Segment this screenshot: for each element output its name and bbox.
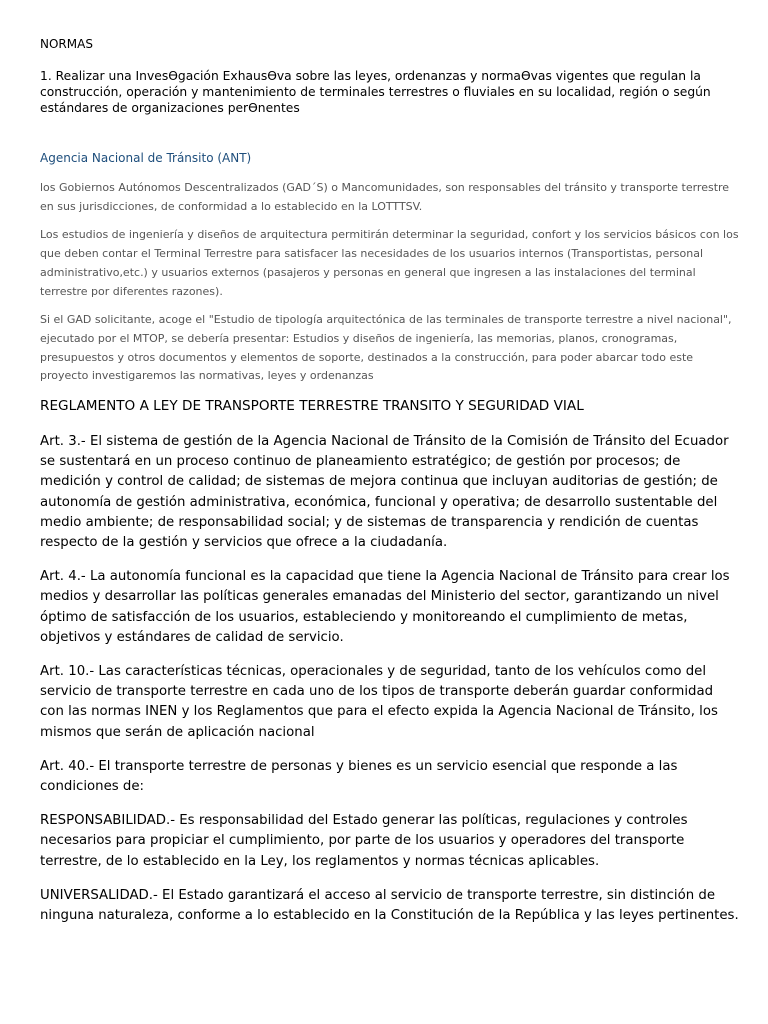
responsabilidad-paragraph: RESPONSABILIDAD.- Es responsabilidad del Estado generar las políticas, regulaciones y controles necesarios para propiciar el cumplimiento, por parte de los usuarios y operadores del transporte terrestre, de lo establecido en la Ley, los reglamentos y normas técnicas aplicables. bbox=[40, 813, 688, 869]
ant-paragraph-gad: los Gobiernos Autónomos Descentralizados (GAD´S) o Mancomunidades, son responsables del tránsito y transporte terrestre en sus jurisdicciones, de conformidad a lo establecido en la LOTTTSV. bbox=[40, 181, 730, 213]
article-4: Art. 4.- La autonomía funcional es la capacidad que tiene la Agencia Nacional de Tránsito para crear los medios y desarrollar las políticas generales emanadas del Ministerio del sector, garantizando un nivel óptimo de satisfacción de los usuarios, estableciendo y monitoreando el cumplimiento de metas, objetivos y estándares de calidad de servicio. bbox=[40, 569, 730, 645]
ant-paragraph-estudios: Los estudios de ingeniería y diseños de arquitectura permitirán determinar la seguridad, confort y los servicios básicos con los que deben contar el Terminal Terrestre para satisfacer las necesidades de los usuarios internos (Transportistas, personal administrativo,etc.) y usuarios externos (pasajeros y personas en general que ingresen a las instalaciones del terminal terrestre por diferentes razones). bbox=[40, 228, 739, 298]
article-3: Art. 3.- El sistema de gestión de la Agencia Nacional de Tránsito de la Comisión de Tránsito del Ecuador se sustentará en un proceso continuo de planeamiento estratégico; de gestión por procesos; de medición y control de calidad; de sistemas de mejora continua que incluyan auditorias de gestión; de autonomía de gestión administrativa, económica, funcional y operativa; de desarrollo sustentable del medio ambiente; de responsabilidad social; y de sistemas de transparencia y rendición de cuentas respecto de la gestión y servicios que ofrece a la ciudadanía. bbox=[40, 434, 729, 551]
article-40: Art. 40.- El transporte terrestre de personas y bienes es un servicio esencial que responde a las condiciones de: bbox=[40, 758, 678, 795]
normas-item-1: 1. Realizar una InvesӨgación ExhausӨva sobre las leyes, ordenanzas y normaӨvas vigentes que regulan la construcción, operación y mantenimiento de terminales terrestres o fluviales en su localidad, región o según estándares de organizaciones perӨnentes bbox=[40, 69, 711, 115]
document-page bbox=[40, 32, 740, 926]
reglamento-heading: REGLAMENTO A LEY DE TRANSPORTE TERRESTRE TRANSITO Y SEGURIDAD VIAL bbox=[40, 398, 584, 415]
ant-paragraph-tipologia: Si el GAD solicitante, acoge el "Estudio de tipología arquitectónica de las terminales de transporte terrestre a nivel nacional", ejecutado por el MTOP, se debería presentar: Estudios y diseños de ingeniería, las memorias, planos, cronogramas, presupuestos y otros documentos y elementos de soporte, destinados a la construcción, para poder abarcar todo este proyecto investigaremos las normativas, leyes y ordenanzas bbox=[40, 313, 732, 383]
article-10: Art. 10.- Las características técnicas, operacionales y de seguridad, tanto de los vehículos como del servicio de transporte terrestre en cada uno de los tipos de transporte deberán guardar conformidad con las normas INEN y los Reglamentos que para el efecto expida la Agencia Nacional de Tránsito, los mismos que serán de aplicación nacional bbox=[40, 664, 718, 740]
normas-title: NORMAS bbox=[40, 37, 93, 51]
ant-section bbox=[40, 150, 740, 386]
universalidad-paragraph: UNIVERSALIDAD.- El Estado garantizará el acceso al servicio de transporte terrestre, sin distinción de ninguna naturaleza, conforme a lo establecido en la Constitución de la República y las leyes pertinentes. bbox=[40, 887, 739, 924]
ant-heading: Agencia Nacional de Tránsito (ANT) bbox=[40, 151, 252, 165]
